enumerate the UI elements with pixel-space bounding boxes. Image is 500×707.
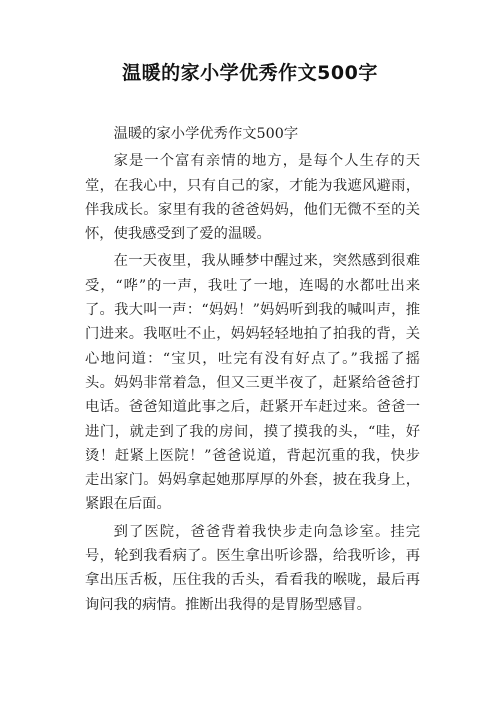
paragraph-subtitle: 温暖的家小学优秀作文500字 xyxy=(113,126,299,142)
paragraph-hospital: 到了医院，爸爸背着我快步走向急诊室。挂完号，轮到我看病了。医生拿出听诊器，给我听诊，再拿出压舌板，压住我的舌头，看看我的喉咙，最后再询问我的病情。推断出我得的是胃肠型感冒。 xyxy=(85,523,420,613)
document-title: 温暖的家小学优秀作文500字 xyxy=(122,62,378,84)
document-body xyxy=(85,122,420,620)
paragraph-intro: 家是一个富有亲情的地方，是每个人生存的天堂，在我心中，只有自己的家，才能为我遮风避雨，伴我成长。家里有我的爸爸妈妈，他们无微不至的关怀，使我感受到了爱的温暖。 xyxy=(85,153,420,243)
paragraph-night: 在一天夜里，我从睡梦中醒过来，突然感到很难受，“哗”的一声，我吐了一地，连喝的水都吐出来了。我大叫一声：“妈妈！”妈妈听到我的喊叫声，推门进来。我呕吐不止，妈妈轻轻地拍了拍我的背，关心地问道：“宝贝，吐完有没有好点了。”我摇了摇头。妈妈非常着急，但又三更半夜了，赶紧给爸爸打电话。爸爸知道此事之后，赶紧开车赶过来。爸爸一进门，就走到了我的房间，摸了摸我的头，“哇，好烫！赶紧上医院！”爸爸说道，背起沉重的我，快步走出家门。妈妈拿起她那厚厚的外套，披在我身上，紧跟在后面。 xyxy=(85,253,420,513)
